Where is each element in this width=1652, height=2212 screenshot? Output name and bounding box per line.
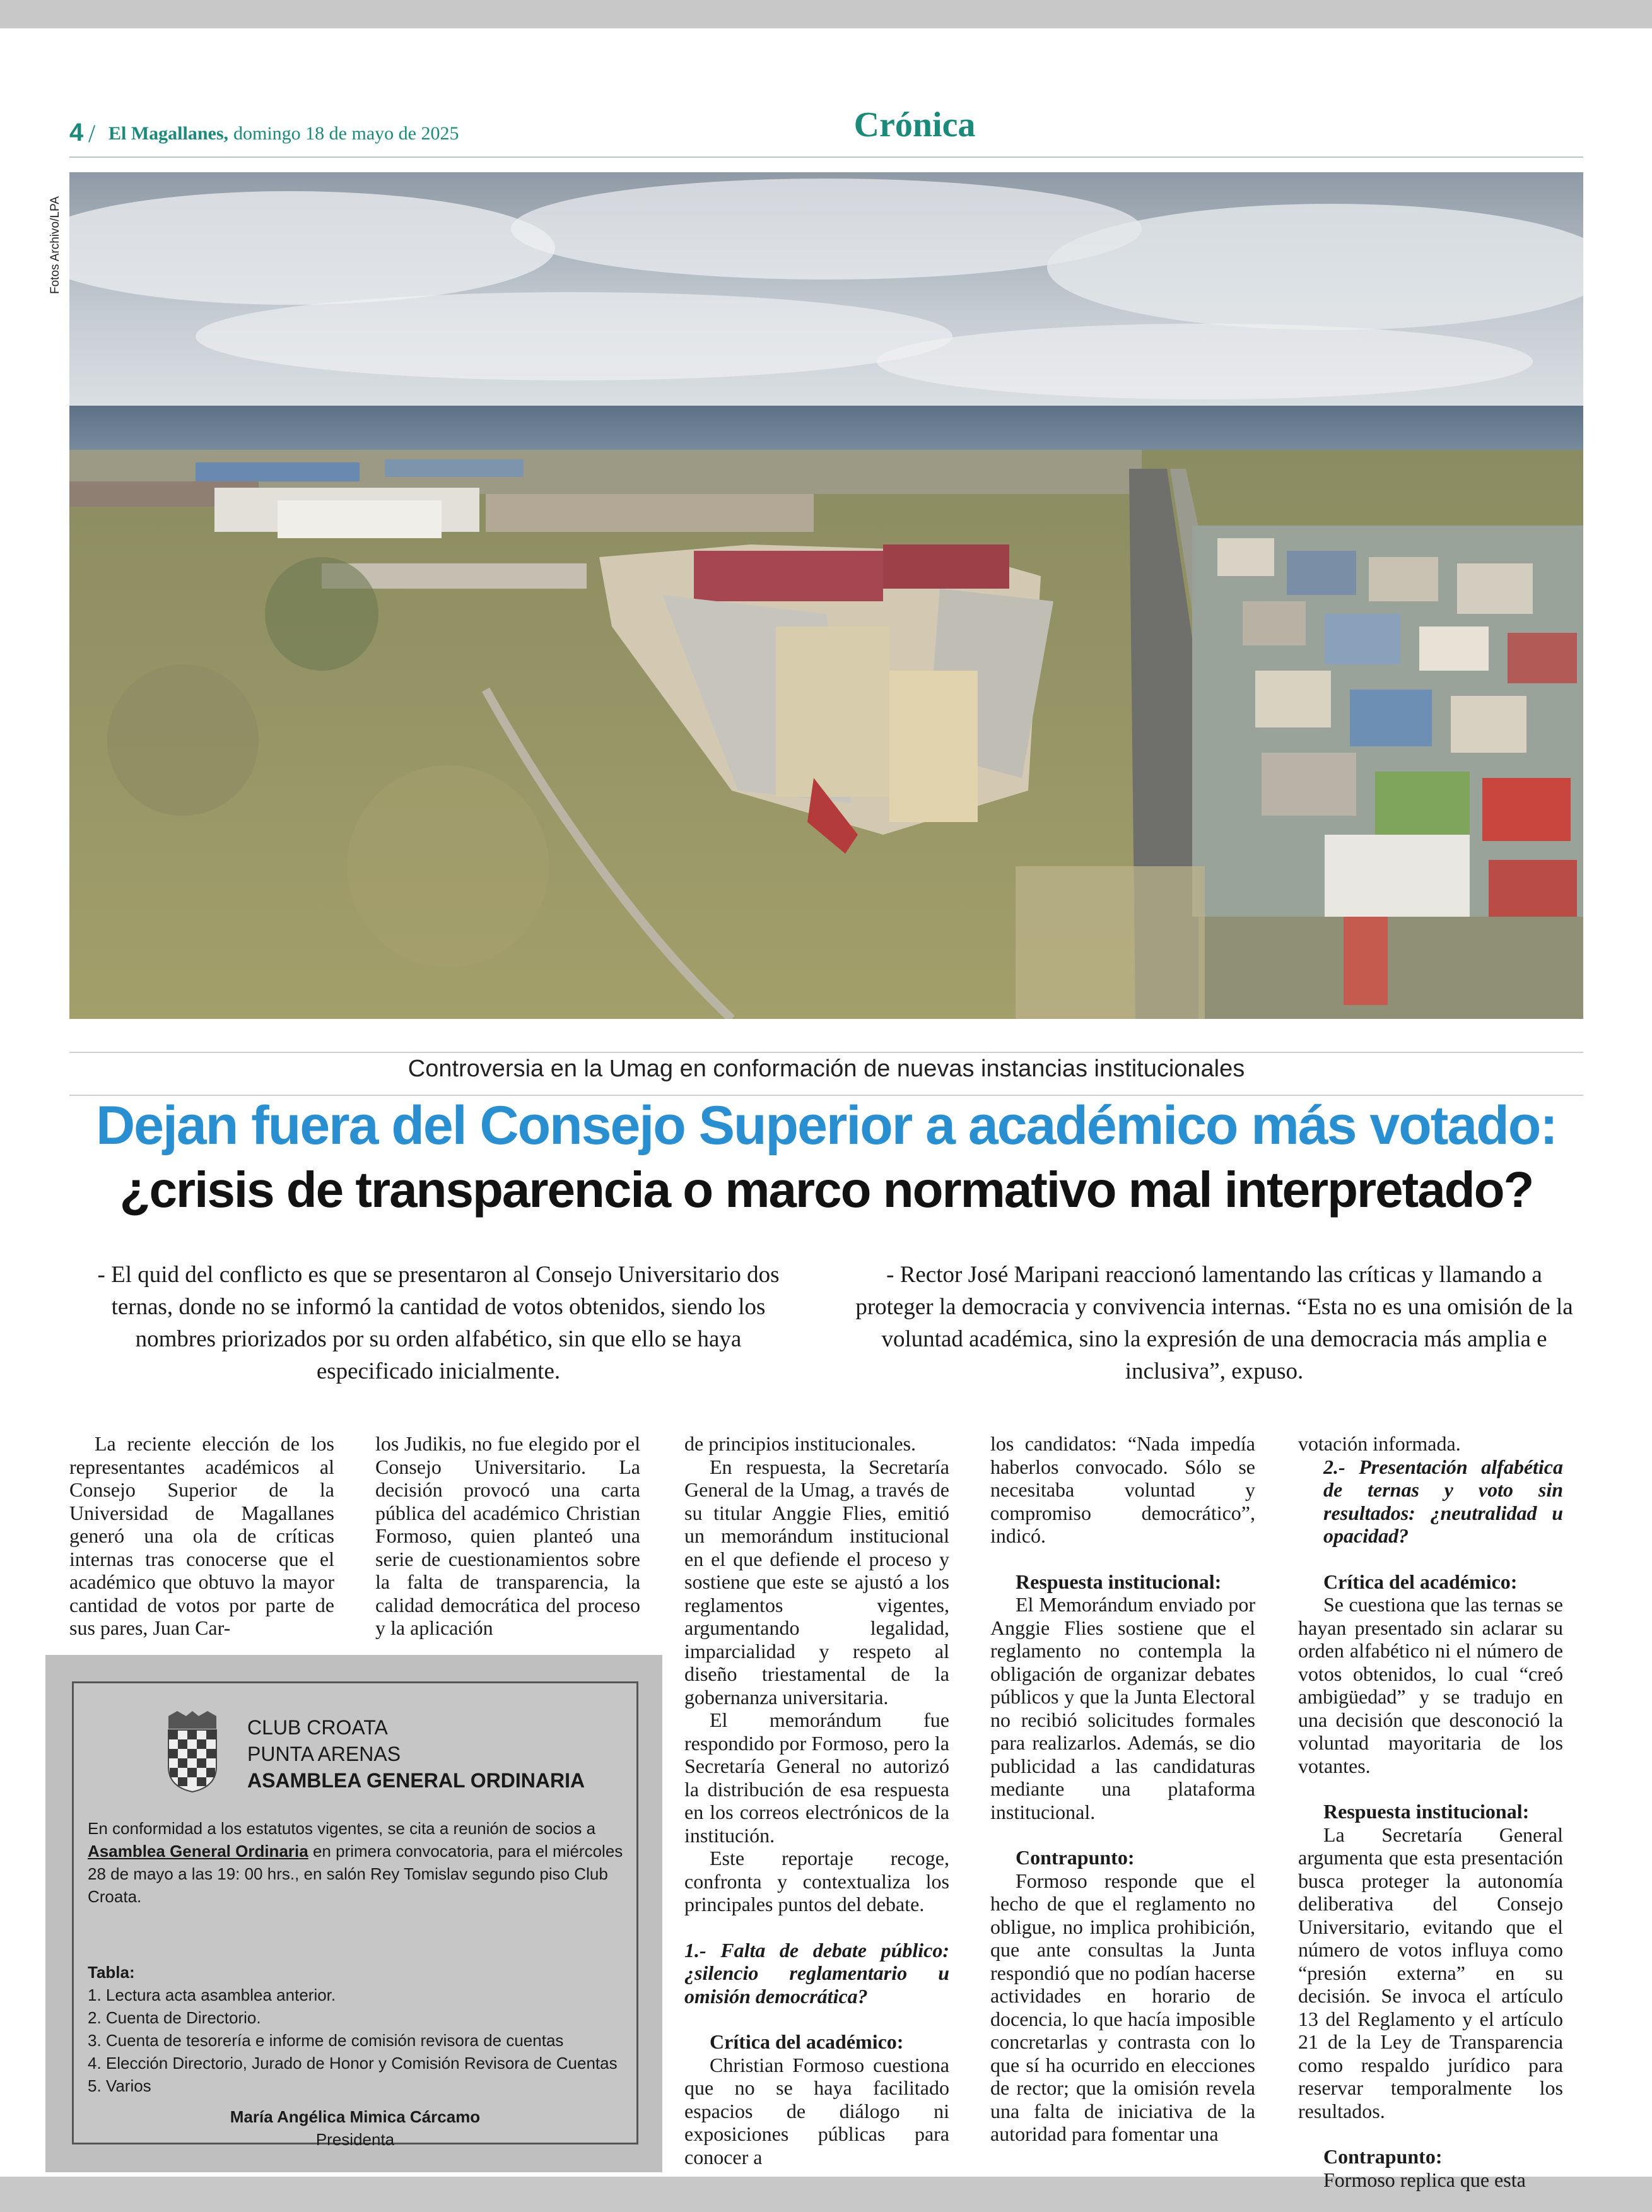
advert-notice-start: En conformidad a los estatutos vigentes, se cita a reunión de socios a (88, 1819, 596, 1838)
advert-notice-end: en primera convocatoria, para el miércoles 28 de mayo a las 19: 00 hrs., en salón Rey Tomislav segundo piso Club Croata. (88, 1842, 623, 1906)
page-number: 4 (69, 119, 84, 146)
article-kicker: Controversia en la Umag en conformación de nuevas instancias institucionales (407, 1056, 1245, 1082)
subhead: Crítica del académico: (710, 2030, 904, 2053)
agenda-label: Tabla: (88, 1963, 135, 1982)
body-paragraph: Este reportaje recoge, confronta y contextualiza los principales puntos del debate. (684, 1847, 949, 1915)
subhead: Respuesta institucional: (1016, 1570, 1222, 1593)
subhead: Contrapunto: (1323, 2145, 1443, 2168)
agenda-item: 2. Cuenta de Directorio. (88, 2008, 261, 2027)
body-paragraph: votación informada. (1298, 1432, 1461, 1455)
advert-signature-role: Presidenta (315, 2130, 395, 2149)
headline-primary: Dejan fuera del Consejo Superior a académico más votado: (96, 1095, 1557, 1156)
subhead: Contrapunto: (1016, 1846, 1135, 1869)
agenda-item: 4. Elección Directorio, Jurado de Honor y Comisión Revisora de Cuentas (88, 2054, 618, 2073)
deck-right: - Rector José Maripani reaccionó lamentando las críticas y llamando a proteger la democracia y convivencia internas. “Esta no es una omisión de la voluntad académica, sino la expresión de una democracia más amplia e inclusiva”, expuso. (855, 1262, 1573, 1384)
advert-club-city: PUNTA ARENAS (247, 1743, 401, 1765)
advert-notice (88, 1817, 630, 1908)
advert-frame (72, 1681, 638, 2149)
body-paragraph: El memorándum fue respondido por Formoso, pero la Secretaría General no autorizó la distribución de esa respuesta en los correos electrónicos de la institución. (684, 1709, 949, 1847)
body-paragraph: los Judikis, no fue elegido por el Consejo Universitario. La decisión provocó una carta pública del académico Christian Formoso, quien planteó una serie de cuestionamientos sobre la falta de transparencia, la calidad democrática del proceso y la aplicación (375, 1432, 640, 1639)
agenda-item: 1. Lectura acta asamblea anterior. (88, 1986, 336, 2004)
agenda-item: 5. Varios (88, 2076, 151, 2095)
advert-club-name: CLUB CROATA (247, 1716, 388, 1739)
subhead: Respuesta institucional: (1323, 1800, 1530, 1823)
issue-date: domingo 18 de mayo de 2025 (233, 123, 459, 144)
body-paragraph: Formoso responde que el hecho de que el reglamento no obligue, no implica prohibición, que ante consultas la Junta respondió que no podían hacerse actividades en horario de docencia, lo que hacía imposible concretarlas y contrasta con lo que sí ha ocurrido en elecciones de rector; que la omisión revela una falta de iniciativa de la autoridad para fomentar una (990, 1869, 1255, 2145)
aerial-campus-photo (69, 172, 1583, 1019)
croatian-shield-icon (162, 1710, 223, 1793)
body-column-5 (1298, 1432, 1563, 2191)
body-paragraph: Christian Formoso cuestiona que no se haya facilitado espacios de diálogo ni exposiciones públicas para conocer a (684, 2053, 949, 2168)
body-column-4 (990, 1432, 1255, 2146)
advert-agenda (88, 1961, 630, 2097)
page-header (69, 88, 1583, 158)
headline-secondary: ¿crisis de transparencia o marco normativo mal interpretado? (119, 1162, 1533, 1218)
body-paragraph: En respuesta, la Secretaría General de la Umag, a través de su titular Anggie Flies, emitió un memorándum institucional en el que defiende el proceso y sostiene que este se ajustó a los reglamentos vigentes, argumentando legalidad, imparcialidad y respeto al diseño triestamental de la gobernanza universitaria. (684, 1455, 949, 1709)
body-paragraph: La reciente elección de los representantes académicos al Consejo Superior de la Universidad de Magallanes generó una ola de críticas internas tras conocerse que el académico que obtuvo la mayor cantidad de votos por parte de sus pares, Juan Car- (69, 1432, 334, 1639)
subsection-heading: 1.- Falta de debate público: ¿silencio reglamentario u omisión democrática? (684, 1938, 949, 2008)
newspaper-name: El Magallanes, (108, 123, 229, 144)
aerial-photo-illustration (69, 172, 1583, 1019)
body-paragraph: los candidatos: “Nada impedía haberlos convocado. Sólo se necesitaba voluntad y compromiso democrático”, indicó. (990, 1432, 1255, 1547)
kicker-rule-top (69, 1052, 1583, 1053)
newspaper-page (0, 28, 1652, 2191)
photo-credit (44, 180, 63, 293)
photo-credit-text: Fotos Archivo/LPA (49, 196, 62, 294)
advert-notice-underlined: Asamblea General Ordinaria (88, 1842, 308, 1861)
advert-signature: María Angélica Mimica Cárcamo (230, 2107, 481, 2126)
section-title: Crónica (853, 105, 976, 144)
subsection-heading: 2.- Presentación alfabética de ternas y voto sin resultados: ¿neutralidad u opacidad? (1323, 1455, 1563, 1547)
body-column-1 (69, 1432, 334, 1640)
body-paragraph: Se cuestiona que las ternas se hayan presentado sin aclarar su orden alfabético ni el número de votos obtenidos, lo cual “creó ambigüedad” y se tradujo en una decisión que desconoció la voluntad mayoritaria de los votantes. (1298, 1593, 1563, 1777)
header-separator: / (88, 119, 96, 148)
body-paragraph: de principios institucionales. (684, 1432, 917, 1455)
body-column-2 (375, 1432, 640, 1640)
body-paragraph: La Secretaría General argumenta que esta presentación busca proteger la autonomía deliberativa del Consejo Universitario, evitando que el número de votos influya como “presión externa” en su decisión. Se invoca el artículo 13 del Reglamento y el artículo 21 de la Ley de Transparencia como respaldo jurídico para reservar temporalmente los resultados. (1298, 1823, 1563, 2122)
body-paragraph: Formoso replica que esta (1323, 2168, 1526, 2191)
agenda-item: 3. Cuenta de tesorería e informe de comisión revisora de cuentas (88, 2031, 564, 2050)
advert-title: ASAMBLEA GENERAL ORDINARIA (247, 1769, 585, 1792)
deck-left: - El quid del conflicto es que se presentaron al Consejo Universitario dos ternas, donde no se informó la cantidad de votos obtenidos, siendo los nombres priorizados por su orden alfabético, sin que ello se haya especificado inicialmente. (97, 1262, 780, 1384)
body-column-3 (684, 1432, 949, 2168)
header-rule (69, 156, 1583, 158)
body-paragraph: El Memorándum enviado por Anggie Flies sostiene que el reglamento no contempla la obligación de organizar debates públicos y que la Junta Electoral no recibió solicitudes formales para realizarlos. Además, se dio publicidad a las candidaturas mediante una plataforma institucional. (990, 1593, 1255, 1823)
club-croata-advert (45, 1655, 662, 2172)
subhead: Crítica del académico: (1323, 1570, 1518, 1593)
